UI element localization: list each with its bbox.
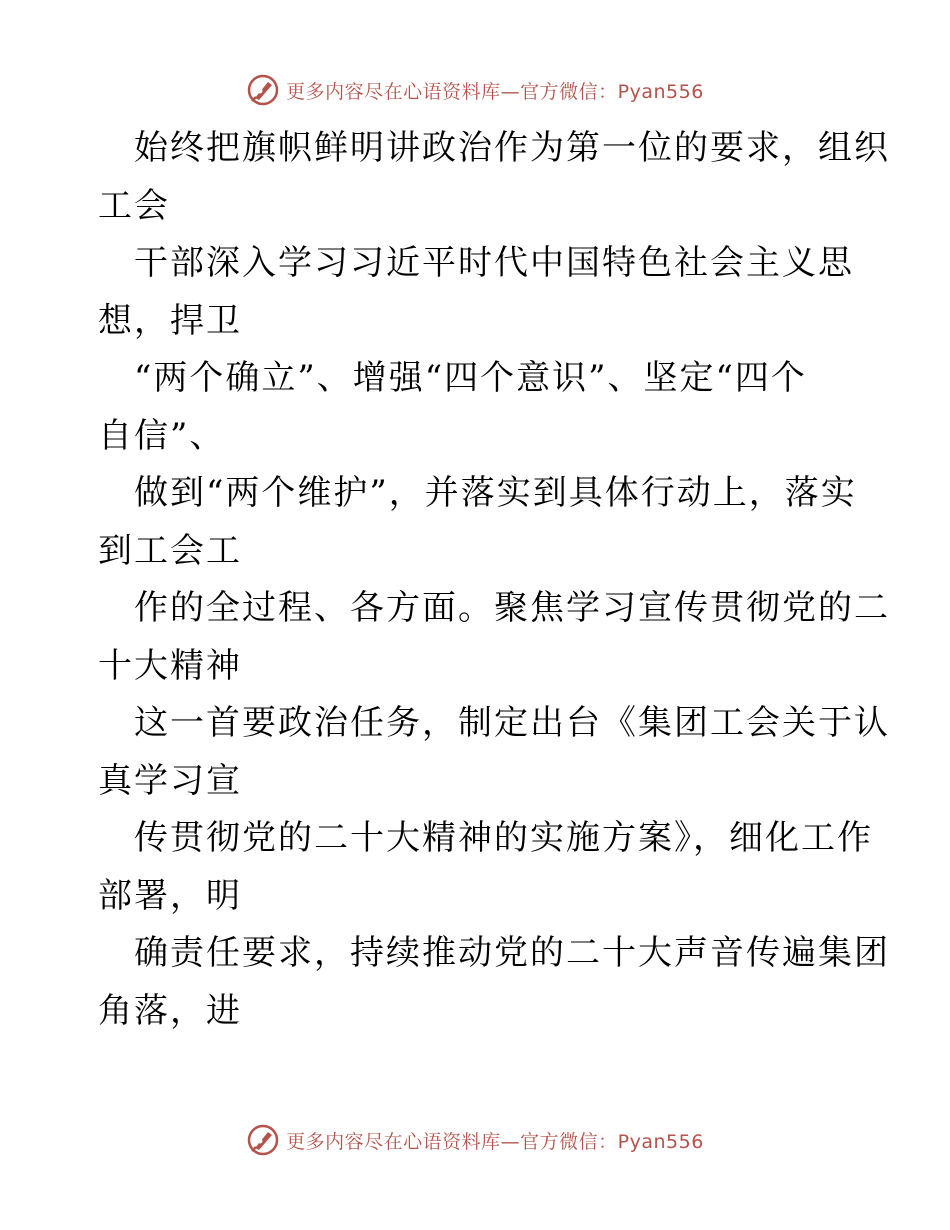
text-line: 干部深入学习习近平时代中国特色社会主义思 (134, 243, 854, 283)
header-watermark (0, 70, 950, 110)
text-line: 到工会工 (98, 530, 242, 571)
text-line: 做到“两个维护”，并落实到具体行动上，落实 (134, 473, 857, 513)
text-line: 自信”、 (98, 415, 226, 456)
text-line: 真学习宣 (98, 760, 242, 801)
text-line: 始终把旗帜鲜明讲政治作为第一位的要求，组织 (134, 128, 890, 168)
text-line: 这一首要政治任务，制定出台《集团工会关于认 (134, 703, 890, 743)
text-line: 角落，进 (98, 990, 242, 1031)
text-line: 十大精神 (98, 645, 242, 686)
quill-logo-icon (246, 73, 280, 107)
text-line: “两个确立”、增强“四个意识”、坚定“四个 (134, 358, 807, 398)
text-line: 想，捍卫 (98, 300, 242, 341)
text-line: 传贯彻党的二十大精神的实施方案》，细化工作 (134, 818, 873, 858)
footer-watermark (0, 1120, 950, 1160)
text-line: 部署，明 (98, 875, 242, 916)
header-watermark-text: 更多内容尽在心语资料库—官方微信：Pyan556 (286, 80, 704, 103)
document-body (98, 120, 890, 1040)
footer-watermark-text: 更多内容尽在心语资料库—官方微信：Pyan556 (286, 1130, 704, 1153)
text-line: 作的全过程、各方面。聚焦学习宣传贯彻党的二 (134, 588, 890, 628)
text-line: 确责任要求，持续推动党的二十大声音传遍集团 (134, 933, 890, 973)
text-line: 工会 (98, 185, 170, 226)
quill-logo-icon (246, 1123, 280, 1157)
